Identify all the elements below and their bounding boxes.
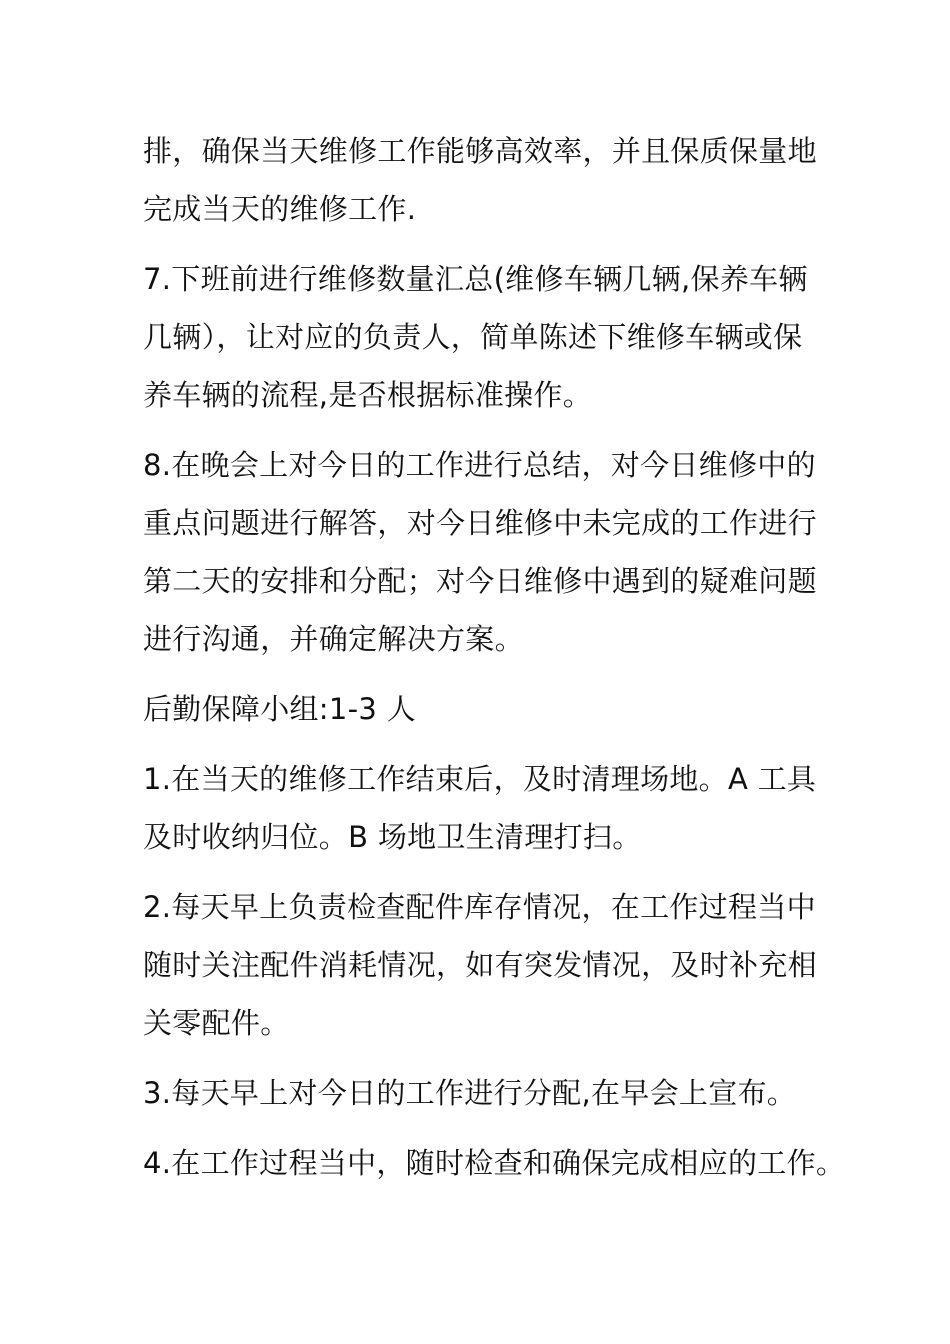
text-line: 4.在工作过程当中，随时检查和确保完成相应的工作。 (143, 1146, 846, 1180)
text-line: 2.每天早上负责检查配件库存情况，在工作过程当中 (143, 890, 816, 924)
paragraph-continued-item-6 (143, 122, 823, 238)
text-line: 重点问题进行解答，对今日维修中未完成的工作进行 (143, 506, 817, 540)
document-body (143, 122, 846, 1204)
section-heading-logistics (143, 680, 823, 738)
text-line: 排，确保当天维修工作能够高效率，并且保质保量地 (143, 134, 817, 168)
text-line: 几辆），让对应的负责人，简单陈述下维修车辆或保 (143, 320, 803, 354)
paragraph-logistics-item-1 (143, 750, 823, 866)
text-line: 关零配件。 (143, 1006, 290, 1040)
paragraph-item-8 (143, 436, 823, 668)
text-line: 3.每天早上对今日的工作进行分配,在早会上宣布。 (143, 1076, 797, 1110)
text-line: 及时收纳归位。B 场地卫生清理打扫。 (143, 820, 642, 854)
text-line: 7.下班前进行维修数量汇总(维修车辆几辆,保养车辆 (143, 262, 808, 296)
paragraph-item-7 (143, 250, 823, 424)
text-line: 养车辆的流程,是否根据标准操作。 (143, 378, 593, 412)
paragraph-logistics-item-4 (143, 1134, 846, 1192)
text-line: 随时关注配件消耗情况，如有突发情况，及时补充相 (143, 948, 817, 982)
paragraph-logistics-item-3 (143, 1064, 823, 1122)
paragraph-logistics-item-2 (143, 878, 823, 1052)
text-line: 1.在当天的维修工作结束后，及时清理场地。A 工具 (143, 762, 817, 796)
text-line: 进行沟通，并确定解决方案。 (143, 622, 524, 656)
heading-text: 后勤保障小组:1-3 人 (143, 692, 416, 726)
text-line: 第二天的安排和分配；对今日维修中遇到的疑难问题 (143, 564, 817, 598)
text-line: 8.在晚会上对今日的工作进行总结，对今日维修中的 (143, 448, 816, 482)
text-line: 完成当天的维修工作. (143, 192, 417, 226)
